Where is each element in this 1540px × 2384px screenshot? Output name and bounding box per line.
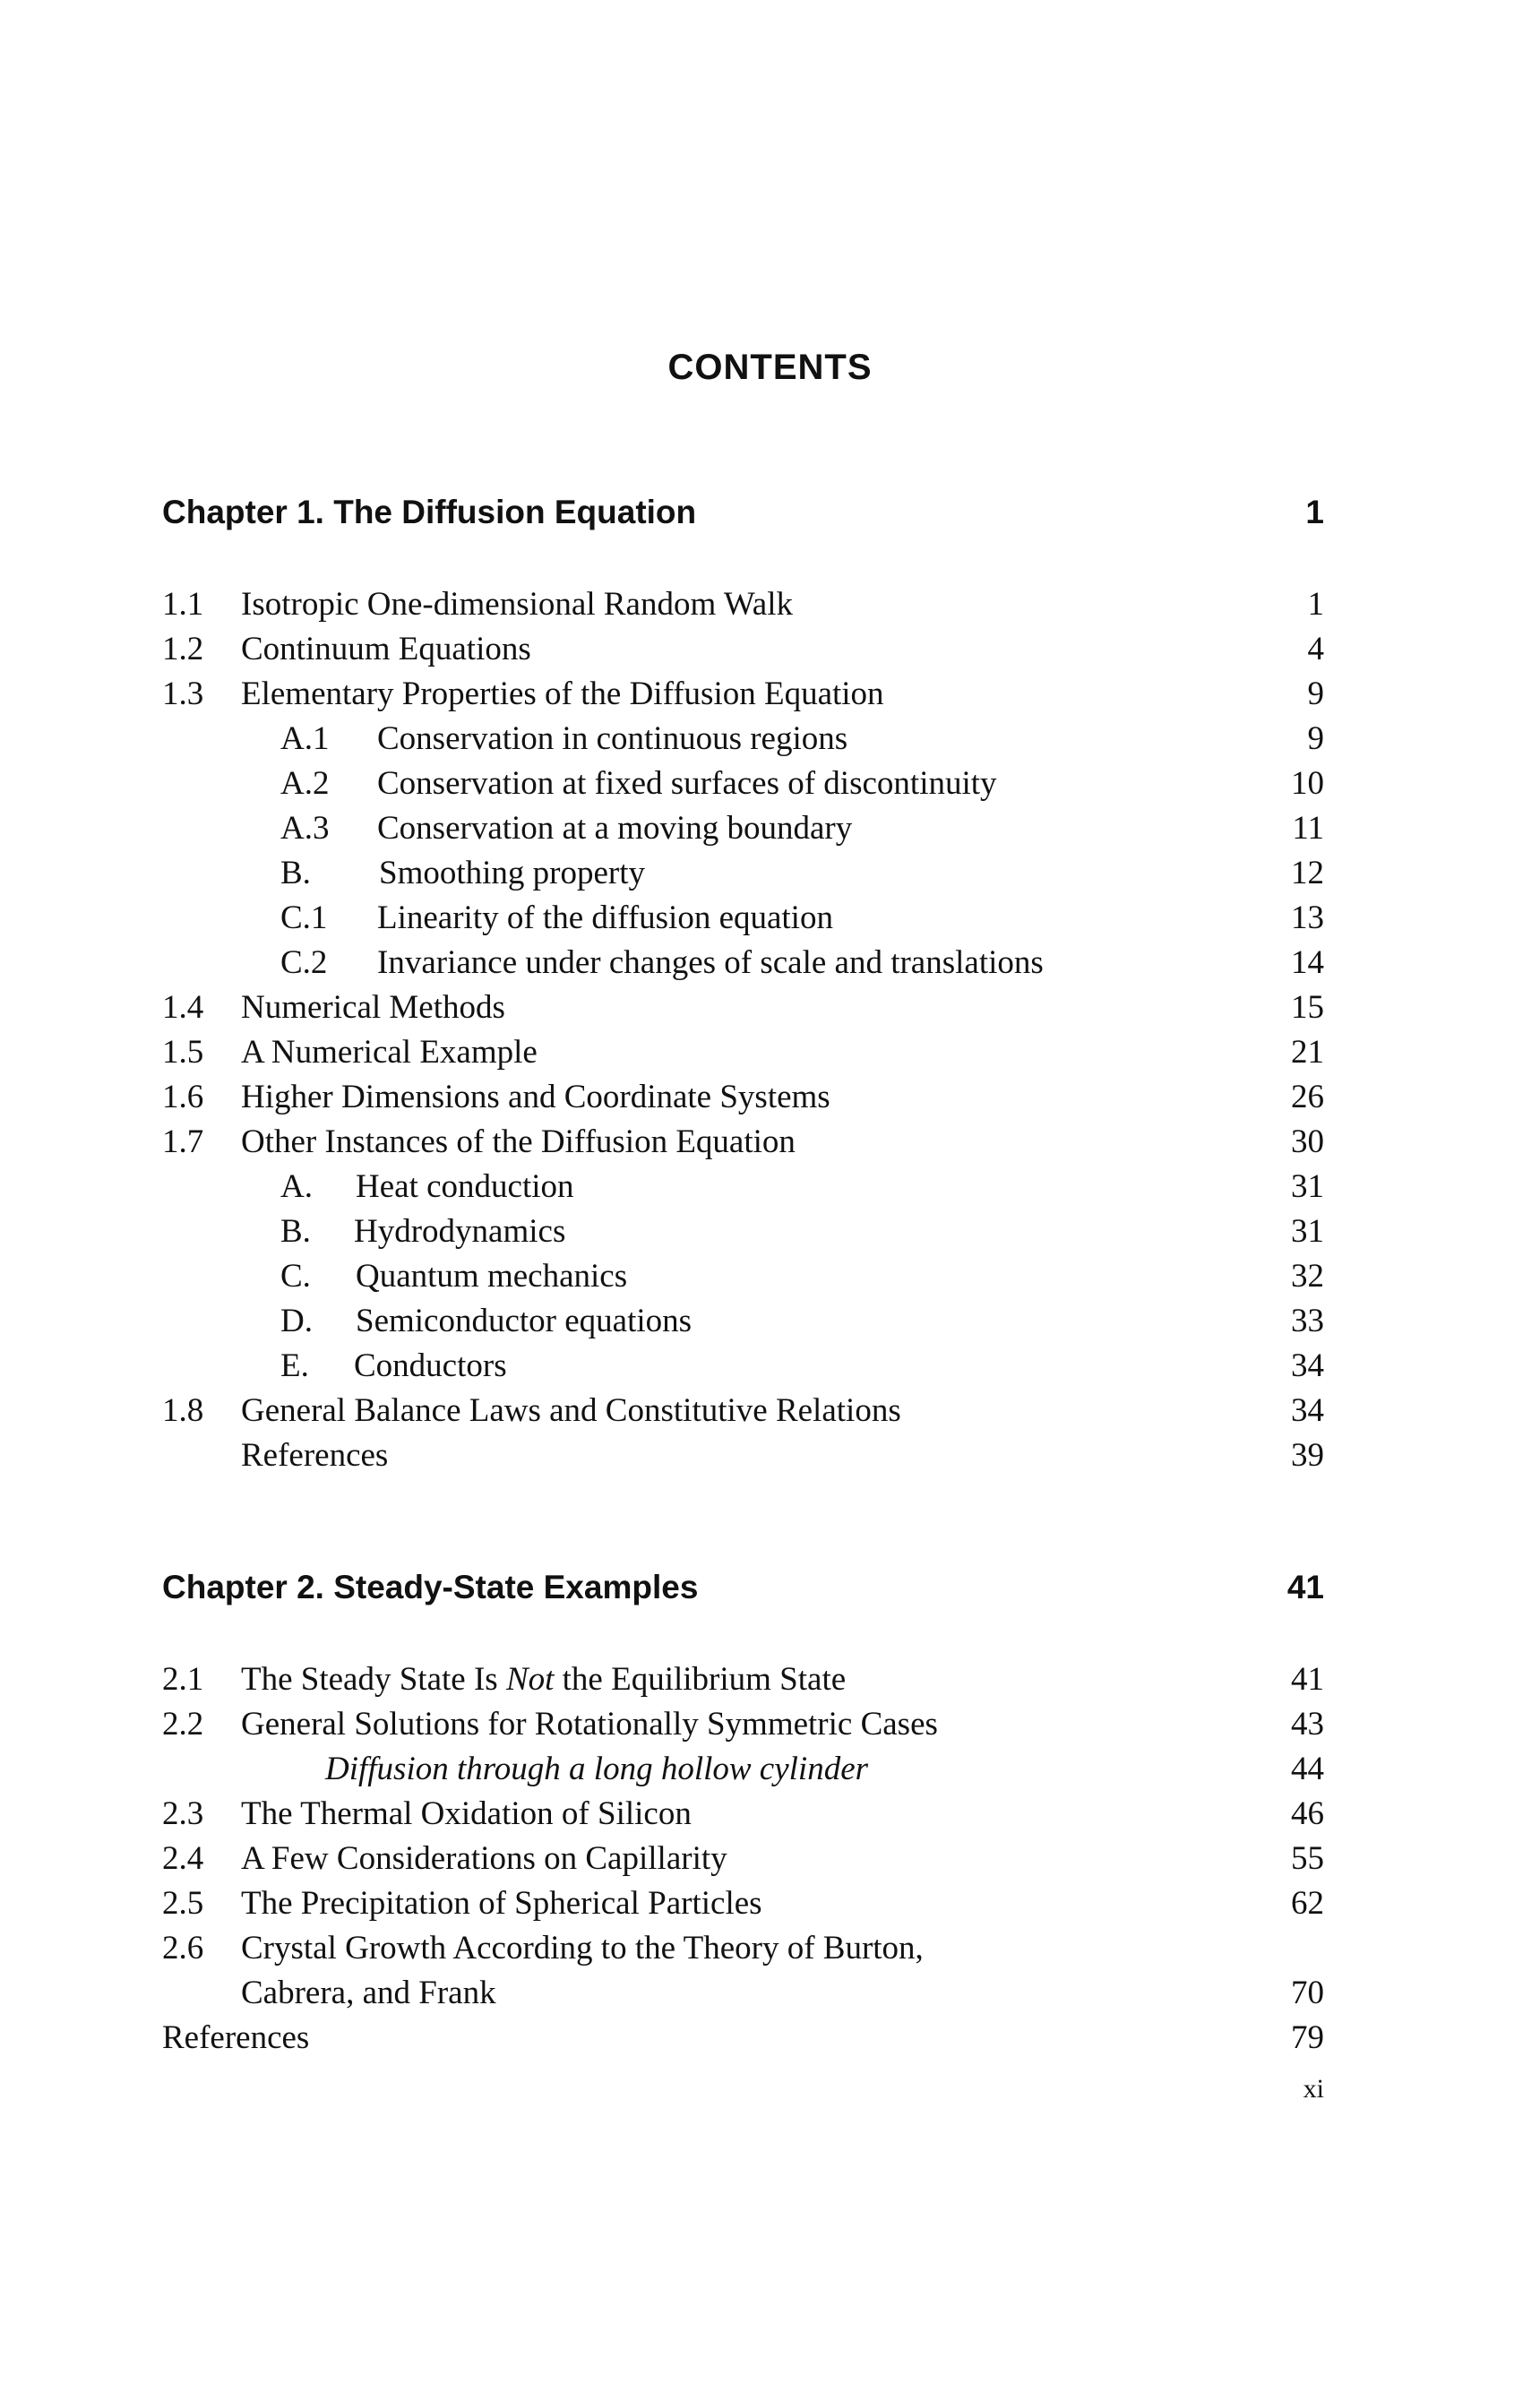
entry-page: 12 bbox=[1291, 855, 1324, 891]
entry-number: 1.3 bbox=[162, 676, 204, 712]
entry-page: 1 bbox=[1307, 586, 1324, 623]
entry-title: A Numerical Example bbox=[241, 1034, 538, 1071]
toc-entry-1-3[interactable] bbox=[162, 672, 1324, 717]
toc-entry-2-1[interactable] bbox=[162, 1657, 1324, 1702]
entry-number: 1.2 bbox=[162, 631, 204, 667]
entry-page: 21 bbox=[1291, 1034, 1324, 1071]
entry-page: 4 bbox=[1307, 631, 1324, 667]
entry-title: Hydrodynamics bbox=[354, 1213, 566, 1250]
entry-page: 43 bbox=[1291, 1706, 1324, 1743]
entry-page: 79 bbox=[1291, 2019, 1324, 2056]
toc-entry-references-ch1[interactable] bbox=[162, 1433, 1324, 1478]
entry-title: The Precipitation of Spherical Particles bbox=[241, 1885, 762, 1922]
entry-number: 1.8 bbox=[162, 1392, 204, 1429]
toc-subentry-b[interactable] bbox=[162, 851, 1324, 896]
entry-title: Smoothing property bbox=[379, 855, 646, 891]
toc-entry-2-6-continued[interactable] bbox=[162, 1971, 1324, 2016]
entry-number: C. bbox=[280, 1258, 311, 1295]
chapter-2-heading[interactable] bbox=[162, 1569, 1324, 1614]
toc-entry-1-6[interactable] bbox=[162, 1075, 1324, 1120]
chapter-page-number: 41 bbox=[1286, 1569, 1324, 1605]
entry-title: A Few Considerations on Capillarity bbox=[241, 1840, 727, 1877]
entry-number: B. bbox=[280, 1213, 311, 1250]
entry-page: 33 bbox=[1291, 1303, 1324, 1339]
entry-page: 26 bbox=[1291, 1079, 1324, 1115]
chapter-1-heading[interactable] bbox=[162, 494, 1324, 538]
entry-title: Elementary Properties of the Diffusion Equation bbox=[241, 676, 884, 712]
entry-page: 15 bbox=[1291, 989, 1324, 1026]
entry-title: General Balance Laws and Constitutive Relations bbox=[241, 1392, 901, 1429]
entry-title: Conductors bbox=[354, 1347, 507, 1384]
toc-entry-2-4[interactable] bbox=[162, 1837, 1324, 1881]
entry-number: C.2 bbox=[280, 944, 328, 981]
entry-page: 13 bbox=[1291, 899, 1324, 936]
entry-number: A.1 bbox=[280, 720, 330, 757]
entry-title: Numerical Methods bbox=[241, 989, 505, 1026]
entry-title-emphasis: Not bbox=[505, 1661, 555, 1698]
entry-page: 31 bbox=[1291, 1168, 1324, 1205]
entry-number: 2.5 bbox=[162, 1885, 204, 1922]
entry-number: 2.6 bbox=[162, 1930, 204, 1967]
entry-title: Heat conduction bbox=[356, 1168, 574, 1205]
entry-page: 14 bbox=[1291, 944, 1324, 981]
toc-entry-1-1[interactable] bbox=[162, 582, 1324, 627]
toc-subentry-semiconductor-equations[interactable] bbox=[162, 1299, 1324, 1344]
entry-title: Higher Dimensions and Coordinate Systems bbox=[241, 1079, 830, 1115]
entry-page: 62 bbox=[1291, 1885, 1324, 1922]
entry-page: 34 bbox=[1291, 1347, 1324, 1384]
entry-page: 46 bbox=[1291, 1795, 1324, 1832]
entry-page: 30 bbox=[1291, 1123, 1324, 1160]
toc-subentry-c1[interactable] bbox=[162, 896, 1324, 941]
toc-entry-1-7[interactable] bbox=[162, 1120, 1324, 1165]
entry-title-part: the Equilibrium State bbox=[554, 1661, 847, 1698]
toc-subentry-heat-conduction[interactable] bbox=[162, 1165, 1324, 1209]
entry-title: Crystal Growth According to the Theory of Burton, bbox=[241, 1930, 924, 1967]
entry-number: 2.3 bbox=[162, 1795, 204, 1832]
entry-number: 1.5 bbox=[162, 1034, 204, 1071]
entry-number: 1.1 bbox=[162, 586, 204, 623]
entry-number: A.2 bbox=[280, 765, 330, 802]
toc-subentry-hollow-cylinder[interactable] bbox=[162, 1747, 1324, 1792]
chapter-title: Chapter 2. Steady-State Examples bbox=[162, 1569, 699, 1605]
toc-subentry-hydrodynamics[interactable] bbox=[162, 1209, 1324, 1254]
entry-number: 1.4 bbox=[162, 989, 204, 1026]
entry-title: Semiconductor equations bbox=[356, 1303, 693, 1339]
entry-number: B. bbox=[280, 855, 311, 891]
entry-title: Diffusion through a long hollow cylinder bbox=[325, 1751, 869, 1787]
toc-subentry-a2[interactable] bbox=[162, 762, 1324, 806]
toc-entry-1-8[interactable] bbox=[162, 1389, 1324, 1433]
entry-title: Invariance under changes of scale and translations bbox=[377, 944, 1044, 981]
entry-number: 1.7 bbox=[162, 1123, 204, 1160]
toc-subentry-quantum-mechanics[interactable] bbox=[162, 1254, 1324, 1299]
toc-entry-2-2[interactable] bbox=[162, 1702, 1324, 1747]
page-folio: xi bbox=[1303, 2074, 1324, 2104]
entry-title-part: The Steady State Is bbox=[241, 1661, 506, 1698]
entry-page: 70 bbox=[1291, 1975, 1324, 2011]
toc-entry-2-6[interactable] bbox=[162, 1926, 1324, 1971]
entry-title: Cabrera, and Frank bbox=[241, 1975, 496, 2011]
entry-page: 10 bbox=[1291, 765, 1324, 802]
entry-page: 11 bbox=[1292, 810, 1324, 847]
entry-title: Isotropic One-dimensional Random Walk bbox=[241, 586, 793, 623]
entry-number: D. bbox=[280, 1303, 313, 1339]
entry-page: 9 bbox=[1307, 720, 1324, 757]
toc-subentry-a1[interactable] bbox=[162, 717, 1324, 762]
entry-title: References bbox=[241, 1437, 389, 1474]
entry-number: A.3 bbox=[280, 810, 330, 847]
toc-entry-2-3[interactable] bbox=[162, 1792, 1324, 1837]
toc-entry-references-ch2[interactable] bbox=[162, 2016, 1324, 2061]
entry-page: 34 bbox=[1291, 1392, 1324, 1429]
entry-title: The Thermal Oxidation of Silicon bbox=[241, 1795, 692, 1832]
entry-title: Quantum mechanics bbox=[356, 1258, 628, 1295]
toc-entry-1-2[interactable] bbox=[162, 627, 1324, 672]
toc-subentry-conductors[interactable] bbox=[162, 1344, 1324, 1389]
entry-title: Other Instances of the Diffusion Equation bbox=[241, 1123, 796, 1160]
entry-page: 9 bbox=[1307, 676, 1324, 712]
entry-number: E. bbox=[280, 1347, 309, 1384]
toc-subentry-a3[interactable] bbox=[162, 806, 1324, 851]
toc-subentry-c2[interactable] bbox=[162, 941, 1324, 985]
toc-entry-2-5[interactable] bbox=[162, 1881, 1324, 1926]
entry-title: Conservation in continuous regions bbox=[377, 720, 848, 757]
entry-title: References bbox=[162, 2019, 310, 2056]
entry-title: Continuum Equations bbox=[241, 631, 531, 667]
page-title: CONTENTS bbox=[667, 348, 873, 387]
entry-title: Linearity of the diffusion equation bbox=[377, 899, 833, 936]
entry-title: General Solutions for Rotationally Symmetric Cases bbox=[241, 1706, 938, 1743]
chapter-title: Chapter 1. The Diffusion Equation bbox=[162, 494, 697, 530]
entry-page: 32 bbox=[1291, 1258, 1324, 1295]
entry-number: C.1 bbox=[280, 899, 328, 936]
entry-page: 41 bbox=[1291, 1661, 1324, 1698]
entry-title bbox=[241, 1657, 846, 1702]
entry-number: 2.2 bbox=[162, 1706, 204, 1743]
entry-title: Conservation at a moving boundary bbox=[377, 810, 853, 847]
entry-page: 39 bbox=[1291, 1437, 1324, 1474]
toc-entry-1-5[interactable] bbox=[162, 1030, 1324, 1075]
entry-page: 31 bbox=[1291, 1213, 1324, 1250]
chapter-page-number: 1 bbox=[1305, 494, 1324, 530]
entry-number: 2.1 bbox=[162, 1661, 204, 1698]
entry-page: 55 bbox=[1291, 1840, 1324, 1877]
entry-title: Conservation at fixed surfaces of discontinuity bbox=[377, 765, 997, 802]
entry-number: 2.4 bbox=[162, 1840, 204, 1877]
entry-number: 1.6 bbox=[162, 1079, 204, 1115]
entry-number: A. bbox=[280, 1168, 313, 1205]
entry-page: 44 bbox=[1291, 1751, 1324, 1787]
toc-entry-1-4[interactable] bbox=[162, 985, 1324, 1030]
